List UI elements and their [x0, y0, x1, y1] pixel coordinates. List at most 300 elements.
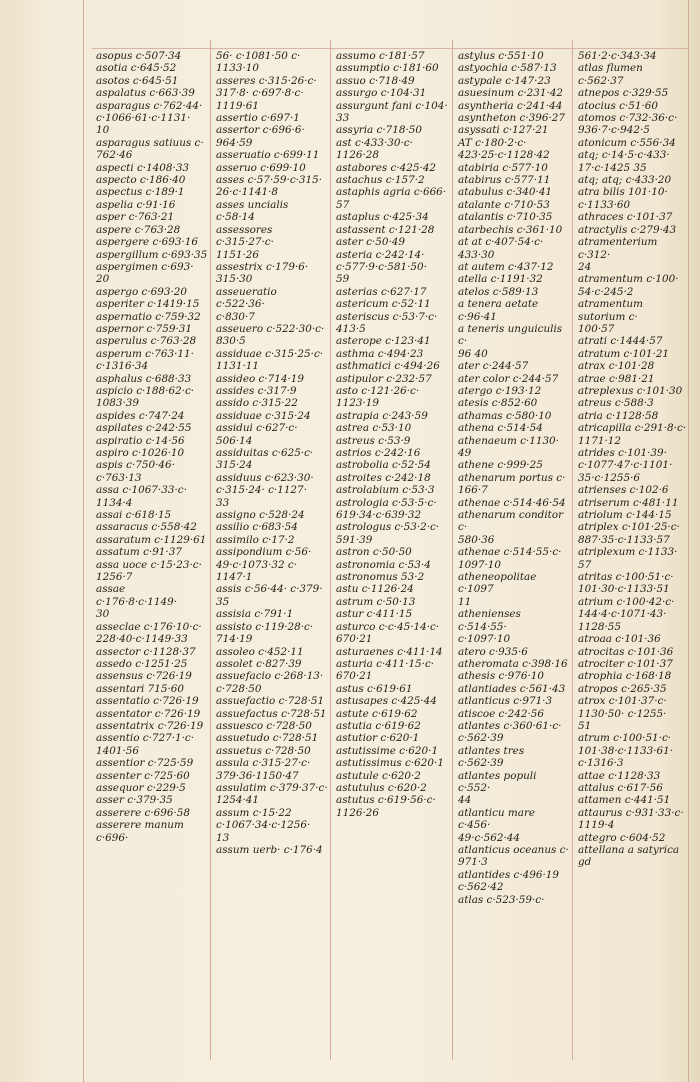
index-entry: asses c·57·59·c·315·	[216, 174, 323, 187]
index-entry: astrea c·53·10	[336, 422, 412, 435]
index-entry: attamen c·441·51	[578, 794, 671, 807]
index-entry: asseruatio c·699·11	[216, 149, 320, 162]
index-entry: asthmatici c·494·26	[336, 360, 440, 373]
index-entry: assuetus c·728·50	[216, 744, 311, 757]
index-entry: ater color c·244·57	[458, 372, 559, 385]
index-entry: 1126·28	[336, 149, 379, 162]
index-entry: asperiter c·1419·15	[96, 298, 200, 311]
index-entry: 714·19	[216, 633, 253, 646]
index-entry: 1254·41	[216, 794, 259, 807]
index-entry: 1171·12	[578, 434, 621, 447]
index-entry: assuetudo c·728·51	[216, 732, 319, 745]
index-entry: asseruo c·699·10	[216, 161, 306, 174]
index-entry: atabulus c·340·41	[458, 186, 553, 199]
index-entry: astaplus c·425·34	[336, 211, 429, 224]
index-entry: attalus c·617·56	[578, 781, 663, 794]
index-entry: astute c·619·62	[336, 707, 418, 720]
index-entry: 433·30	[458, 248, 495, 261]
index-entry: 971·3	[458, 856, 488, 869]
index-entry: asperulus c·763·28	[96, 335, 197, 348]
index-entry: atratum c·101·21	[578, 347, 670, 360]
index-entry: 30	[96, 608, 110, 621]
index-entry: attellana a satyrica gd	[578, 844, 680, 869]
index-entry: 56· c·1081·50 c·	[216, 50, 301, 62]
index-entry: 619·34·c·639·32	[336, 509, 422, 522]
index-entry: assai c·618·15	[96, 509, 172, 522]
index-entry: atrophia c·168·18	[578, 670, 672, 683]
index-entry: assideo c·714·19	[216, 372, 305, 385]
index-entry: atalantis c·710·35	[458, 211, 553, 224]
index-entry: c·1316·34	[96, 360, 149, 373]
index-entry: asturco c·c·45·14·c·	[336, 620, 440, 633]
index-entry: aspergillum c·693·35	[96, 248, 208, 261]
index-entry: atriplex c·101·25·c·	[578, 521, 680, 534]
index-entry: 413·5	[336, 322, 366, 335]
index-entry: atrienses c·102·6	[578, 484, 669, 497]
index-entry: astutulus c·620·2	[336, 781, 427, 794]
index-entry: asseueratio c·522·36·	[216, 285, 277, 311]
index-entry: assatum c·91·37	[96, 546, 182, 559]
index-entry: atlantes populi c·552·	[458, 769, 537, 794]
index-entry: assisia c·791·1	[216, 608, 294, 621]
index-entry: atonicum c·556·34	[578, 136, 676, 149]
index-entry: 144·4·c·1071·43·	[578, 608, 667, 621]
index-entry: asopus c·507·34	[96, 50, 182, 62]
index-entry: assilio c·683·54	[216, 521, 298, 534]
index-entry: assumptio c·181·60	[336, 62, 439, 75]
index-entry: atra bilis 101·10·	[578, 186, 668, 199]
index-entry: atergo c·193·12	[458, 384, 542, 397]
index-entry: aspicio c·188·62·c·	[96, 384, 195, 397]
index-entry: astrolabium c·53·3	[336, 484, 435, 497]
index-entry: a tenera aetate c·96·41	[458, 298, 539, 323]
index-entry: c·1066·61·c·1131·	[96, 112, 191, 125]
index-entry: atrum c·100·51·c·	[578, 732, 672, 745]
index-entry: aspecti c·1408·33	[96, 161, 190, 174]
index-entry: 1256·7	[96, 571, 133, 584]
index-entry: atricapilla c·291·8·c·	[578, 422, 687, 435]
index-entry: astypale c·147·23	[458, 74, 551, 87]
index-entry: 1131·11	[216, 360, 259, 373]
index-entry: assiduae c·315·24	[216, 409, 311, 422]
index-entry: 26·c·1141·8	[216, 186, 279, 199]
index-entry: 51	[578, 719, 592, 732]
index-entry: AT c·180·2·c·	[458, 136, 527, 149]
index-entry: 100·57	[578, 322, 615, 335]
index-entry: assentio c·727·1·c·	[96, 732, 195, 745]
index-entry: astrios c·242·16	[336, 447, 421, 459]
index-entry: 317·8· c·697·8·c·	[216, 87, 304, 100]
index-entry: asserere c·696·58	[96, 806, 191, 819]
index-entry: aspere c·763·28	[96, 223, 181, 236]
index-entry: 964·59	[216, 136, 253, 149]
index-entry: assum c·15·22	[216, 806, 292, 819]
index-entry: athenarum portus c·	[458, 471, 566, 484]
index-entry: c·1077·47·c·1101·	[578, 459, 673, 472]
index-entry: 1128·55	[578, 620, 621, 633]
index-entry: aspergimen c·693·	[96, 260, 194, 273]
index-entry: atrae c·981·21	[578, 372, 655, 385]
index-entry: assertor c·696·6·	[216, 124, 305, 137]
index-entry: atlantides c·496·19	[458, 868, 559, 881]
index-entry: c·763·13	[96, 471, 142, 484]
index-entry: c·1316·3	[578, 757, 624, 770]
column-rule	[210, 40, 211, 1060]
index-entry: atriserum c·481·11	[578, 496, 679, 509]
index-entry: assurgo c·104·31	[336, 87, 427, 100]
index-entry: 35	[216, 595, 230, 608]
index-entry: 54·c·245·2	[578, 285, 634, 298]
index-entry: assides c·317·9	[216, 384, 297, 397]
index-entry: 20	[96, 273, 110, 286]
index-entry: astassent c·121·28	[336, 223, 435, 236]
index-entry: 1151·26	[216, 248, 259, 261]
index-entry: 24	[578, 260, 592, 273]
index-entry: atabiria c·577·10	[458, 161, 548, 174]
index-entry: assidui c·627·c·	[216, 422, 298, 435]
index-entry: atq; c·14·5·c·433·	[578, 149, 670, 162]
index-entry: athenaeum c·1130·	[458, 434, 559, 447]
index-entry: 1126·26	[336, 806, 379, 819]
index-entry: assuefacio c·268·13·	[216, 670, 324, 683]
index-entry: aspernor c·759·31	[96, 322, 192, 335]
index-entry: assis c·56·44· c·379·	[216, 583, 323, 596]
index-entry: astylus c·551·10	[458, 50, 544, 62]
index-entry: assentator c·726·19	[96, 707, 201, 720]
index-entry: astrum c·50·13	[336, 595, 416, 608]
index-entry: assae c·176·8·c·1149·	[96, 583, 178, 608]
index-entry: aspis c·750·46·	[96, 459, 175, 472]
index-entry: atella c·1191·32	[458, 273, 543, 286]
index-entry: astronomia c·53·4	[336, 558, 431, 571]
index-entry: asses uncialis c·58·14	[216, 198, 289, 224]
index-entry: atrati c·1444·57	[578, 335, 663, 348]
index-entry: asteria c·242·14·	[336, 248, 425, 261]
index-entry: assuesco c·728·50	[216, 719, 312, 732]
index-column-1	[96, 50, 208, 844]
index-entry: asturia c·411·15·c·	[336, 657, 435, 670]
index-column-4	[458, 50, 570, 906]
index-entry: atocius c·51·60	[578, 99, 658, 112]
index-entry: assedo c·1251·25	[96, 657, 188, 670]
index-entry: atlanticu mare c·456·	[458, 806, 536, 832]
index-entry: atractylis c·279·43	[578, 223, 677, 236]
index-entry: atesis c·852·60	[458, 397, 538, 410]
index-entry: atabirus c·577·11	[458, 174, 551, 187]
index-entry: 936·7·c·942·5	[578, 124, 650, 137]
index-entry: assurgunt fani c·104·	[336, 99, 448, 112]
index-entry: atrocitas c·101·36	[578, 645, 674, 658]
index-entry: atnepos c·329·55	[578, 87, 669, 100]
index-entry: asparagus satiuus c·	[96, 136, 204, 149]
index-entry: aster c·50·49	[336, 236, 405, 249]
index-entry: assisto c·119·28·c·	[216, 620, 314, 633]
index-entry: assula c·315·27·c·	[216, 757, 311, 770]
index-entry: assa c·1067·33·c·	[96, 484, 187, 497]
index-entry: astachus c·157·2	[336, 174, 425, 187]
index-entry: atreus c·588·3	[578, 397, 654, 410]
index-entry: aspernatio c·759·32	[96, 310, 201, 323]
index-entry: assenter c·725·60	[96, 769, 190, 782]
index-entry: astutus c·619·56·c·	[336, 794, 436, 807]
index-entry: assuefactio c·728·51	[216, 695, 325, 708]
index-entry: aspergo c·693·20	[96, 285, 187, 298]
index-entry: 423·25·c·1128·42	[458, 149, 550, 162]
index-entry: atelos c·589·13	[458, 285, 539, 298]
index-entry: c·577·9·c·581·50·	[336, 260, 427, 273]
index-entry: 59	[336, 273, 350, 286]
index-entry: asotos c·645·51	[96, 74, 179, 87]
index-entry: atroaa c·101·36	[578, 633, 661, 646]
index-entry: atlantes tres c·562·39	[458, 744, 525, 770]
index-entry: asto c·121·26·c·	[336, 384, 420, 397]
index-entry: asuesinum c·231·42	[458, 87, 564, 100]
index-entry: 33	[336, 112, 350, 125]
index-entry: 591·39	[336, 533, 373, 546]
index-entry: asyntheton c·396·27	[458, 112, 566, 125]
index-entry: assestrix c·179·6·	[216, 260, 309, 273]
index-entry: aspilates c·242·55	[96, 422, 192, 435]
index-entry: asterope c·123·41	[336, 335, 431, 348]
left-margin-rule	[83, 0, 84, 1082]
index-entry: assiduus c·623·30·	[216, 471, 314, 484]
index-entry: atritas c·100·51·c·	[578, 571, 674, 584]
index-entry: asyssati c·127·21	[458, 124, 549, 137]
index-entry: 580·36	[458, 533, 495, 546]
index-entry: asthma c·494·23	[336, 347, 424, 360]
index-entry: atrides c·101·39·	[578, 447, 667, 459]
index-entry: assensus c·726·19	[96, 670, 192, 683]
index-entry: c·562·42	[458, 881, 504, 894]
index-entry: 379·36·1150·47	[216, 769, 299, 782]
index-entry: atrium c·100·42·c·	[578, 595, 675, 608]
index-entry: assertio c·697·1	[216, 112, 300, 125]
index-entry: asteriscus c·53·7·c·	[336, 310, 438, 323]
index-entry: astur c·411·15	[336, 608, 413, 621]
index-entry: assolet c·827·39	[216, 657, 302, 670]
index-column-3	[336, 50, 448, 819]
index-entry: 1123·19	[336, 397, 379, 410]
index-column-2	[216, 50, 328, 856]
index-entry: atramenterium c·312·	[578, 236, 658, 261]
index-entry: athene c·999·25	[458, 459, 543, 472]
index-entry: 830·5	[216, 335, 246, 348]
index-entry: assuo c·718·49	[336, 74, 415, 87]
index-entry: assector c·1128·37	[96, 645, 196, 658]
column-rule	[330, 40, 331, 1060]
top-rule	[92, 48, 688, 49]
index-entry: 35·c·1255·6	[578, 471, 641, 484]
index-entry: 1119·4	[578, 819, 615, 832]
index-entry: 228·40·c·1149·33	[96, 633, 188, 646]
index-entry: c·315·24· c·1127·	[216, 484, 307, 497]
index-entry: 57	[336, 198, 350, 211]
index-entry: astrologus c·53·2·c·	[336, 521, 440, 534]
index-entry: astrapia c·243·59	[336, 409, 428, 422]
index-entry: asseclae c·176·10·c·	[96, 620, 202, 633]
index-entry: assentatio c·726·19	[96, 695, 199, 708]
index-entry: assequor c·229·5	[96, 781, 186, 794]
index-entry: assigno c·528·24	[216, 509, 305, 522]
index-entry: 1097·10	[458, 558, 501, 571]
index-entry: atlas c·523·59·c·	[458, 893, 545, 906]
index-entry: 11	[458, 595, 472, 608]
index-entry: asper c·763·21	[96, 211, 175, 224]
index-entry: 1133·10	[216, 62, 259, 75]
index-entry: 44	[458, 794, 472, 807]
index-entry: 96 40	[458, 347, 488, 360]
index-entry: c·1133·60	[578, 198, 631, 211]
index-entry: astaphis agria c·666·	[336, 186, 447, 199]
index-entry: atq; atq; c·433·20	[578, 174, 672, 187]
index-entry: asseres c·315·26·c·	[216, 74, 317, 87]
index-entry: atropos c·265·35	[578, 682, 667, 695]
column-rule	[452, 40, 453, 1060]
index-entry: aspiro c·1026·10	[96, 447, 185, 459]
index-entry: athenienses c·514·55·	[458, 608, 521, 633]
index-entry: astyochia c·587·13	[458, 62, 557, 75]
index-entry: atriplexum c·1133·	[578, 546, 678, 559]
index-entry: assoleo c·452·11	[216, 645, 304, 658]
index-entry: athenarum conditor c·	[458, 509, 564, 534]
index-entry: 1147·1	[216, 571, 253, 584]
index-entry: asotia c·645·52	[96, 62, 177, 75]
index-entry: athamas c·580·10	[458, 409, 552, 422]
index-entry: asparagus c·762·44·	[96, 99, 203, 112]
index-entry: athraces c·101·37	[578, 211, 673, 224]
index-entry: aspergere c·693·16	[96, 236, 198, 249]
index-entry: astrologia c·53·5·c·	[336, 496, 437, 509]
index-entry: aspelia c·91·16	[96, 198, 176, 211]
index-entry: 57	[578, 558, 592, 571]
index-entry: 506·14	[216, 434, 253, 447]
index-entry: astronomus 53·2	[336, 571, 425, 584]
index-entry: atlantes c·360·61·c·	[458, 719, 562, 732]
index-entry: at autem c·437·12	[458, 260, 554, 273]
index-entry: astericum c·52·11	[336, 298, 431, 311]
index-entry: 1083·39	[96, 397, 139, 410]
index-entry: attae c·1128·33	[578, 769, 661, 782]
index-entry: atlanticus oceanus c·	[458, 844, 569, 856]
index-entry: atramentum c·100·	[578, 273, 679, 286]
index-entry: assentior c·725·59	[96, 757, 194, 770]
index-entry: athena c·514·54	[458, 422, 543, 435]
index-entry: assum uerb· c·176·4	[216, 844, 323, 856]
index-entry: 762·46	[96, 149, 133, 162]
index-entry: 101·30·c·1133·51	[578, 583, 670, 596]
index-entry: astusapes c·425·44	[336, 695, 437, 708]
index-entry: astutissimus c·620·1	[336, 757, 444, 770]
index-entry: atria c·1128·58	[578, 409, 659, 422]
index-entry: atarbechis c·361·10	[458, 223, 563, 236]
index-entry: asterias c·627·17	[336, 285, 427, 298]
index-entry: astutule c·620·2	[336, 769, 421, 782]
index-entry: assentatrix c·726·19	[96, 719, 204, 732]
index-entry: atheneopolitae c·1097	[458, 571, 537, 596]
index-entry: c·830·7	[216, 310, 255, 323]
index-entry: 33	[216, 496, 230, 509]
index-entry: 49·c·562·44	[458, 831, 521, 844]
index-entry: 13	[216, 831, 230, 844]
index-entry: astreus c·53·9	[336, 434, 411, 447]
index-entry: c·1067·34·c·1256·	[216, 819, 311, 832]
index-entry: 49	[458, 447, 472, 459]
index-entry: assaracus c·558·42	[96, 521, 197, 534]
index-entry: c·562·39	[458, 732, 504, 745]
index-entry: 101·38·c·1133·61·	[578, 744, 674, 757]
index-entry: 315·30	[216, 273, 253, 286]
index-entry: atriolum c·144·15	[578, 509, 672, 522]
index-entry: 1401·56	[96, 744, 139, 757]
index-entry: 17·c·1425 35	[578, 161, 647, 174]
index-entry: assumo c·181·57	[336, 50, 425, 62]
index-entry: astipulor c·232·57	[336, 372, 432, 385]
index-entry: 10	[96, 124, 110, 137]
index-entry: asphalus c·688·33	[96, 372, 192, 385]
index-entry: asturaenes c·411·14	[336, 645, 443, 658]
index-entry: ast c·433·30·c·	[336, 136, 413, 149]
index-entry: assa uoce c·15·23·c·	[96, 558, 202, 571]
index-entry: atramentum sutorium c·	[578, 298, 643, 323]
index-entry: astutior c·620·1	[336, 732, 420, 745]
index-entry: attaurus c·931·33·c·	[578, 806, 684, 819]
index-entry: assipondium c·56·	[216, 546, 312, 559]
index-entry: 1119·61	[216, 99, 259, 112]
index-entry: asperum c·763·11·	[96, 347, 194, 360]
index-entry: astrobolia c·52·54	[336, 459, 431, 472]
index-entry: 1130·50· c·1255·	[578, 707, 667, 720]
index-entry: assyria c·718·50	[336, 124, 422, 137]
index-entry: asser c·379·35	[96, 794, 173, 807]
index-entry: atrox c·101·37·c·	[578, 695, 667, 708]
index-column-5	[578, 50, 690, 869]
index-entry: assessores c·315·27·c·	[216, 223, 274, 249]
index-entry: astabores c·425·42	[336, 161, 437, 174]
index-entry: asserere manum c·696·	[96, 819, 184, 844]
index-entry: atlantiades c·561·43	[458, 682, 566, 695]
index-entry: assaratum c·1129·61	[96, 533, 207, 546]
index-entry: astus c·619·61	[336, 682, 413, 695]
index-entry: atlanticus c·971·3	[458, 695, 553, 708]
index-entry: atlas flumen c·562·37	[578, 62, 643, 87]
index-entry: atiscoe c·242·56	[458, 707, 545, 720]
index-entry: assuefactus c·728·51	[216, 707, 327, 720]
index-entry: at at c·407·54·c·	[458, 236, 544, 249]
index-entry: atheromata c·398·16	[458, 657, 568, 670]
index-entry: aspecto c·186·40	[96, 174, 186, 187]
index-entry: astroites c·242·18	[336, 471, 431, 484]
index-entry: astutissime c·620·1	[336, 744, 439, 757]
index-entry: assiduae c·315·25·c·	[216, 347, 324, 360]
index-entry: asyntheria c·241·44	[458, 99, 563, 112]
index-entry: asseuero c·522·30·c·	[216, 322, 325, 335]
index-entry: atrociter c·101·37	[578, 657, 673, 670]
index-entry: astu c·1126·24	[336, 583, 414, 596]
index-entry: 49·c·1073·32 c·	[216, 558, 298, 571]
index-entry: atalante c·710·53	[458, 198, 550, 211]
index-entry: c·1097·10	[458, 633, 511, 646]
index-entry: aspides c·747·24	[96, 409, 185, 422]
index-entry: attegro c·604·52	[578, 831, 666, 844]
index-entry: athenae c·514·55·c·	[458, 546, 562, 559]
index-entry: astron c·50·50	[336, 546, 412, 559]
index-entry: assimilo c·17·2	[216, 533, 295, 546]
index-entry: 315·24	[216, 459, 253, 472]
index-entry: 670·21	[336, 670, 373, 683]
index-entry: assiduitas c·625·c·	[216, 447, 314, 459]
index-entry: atreplexus c·101·30	[578, 384, 683, 397]
index-entry: atomos c·732·36·c·	[578, 112, 678, 125]
